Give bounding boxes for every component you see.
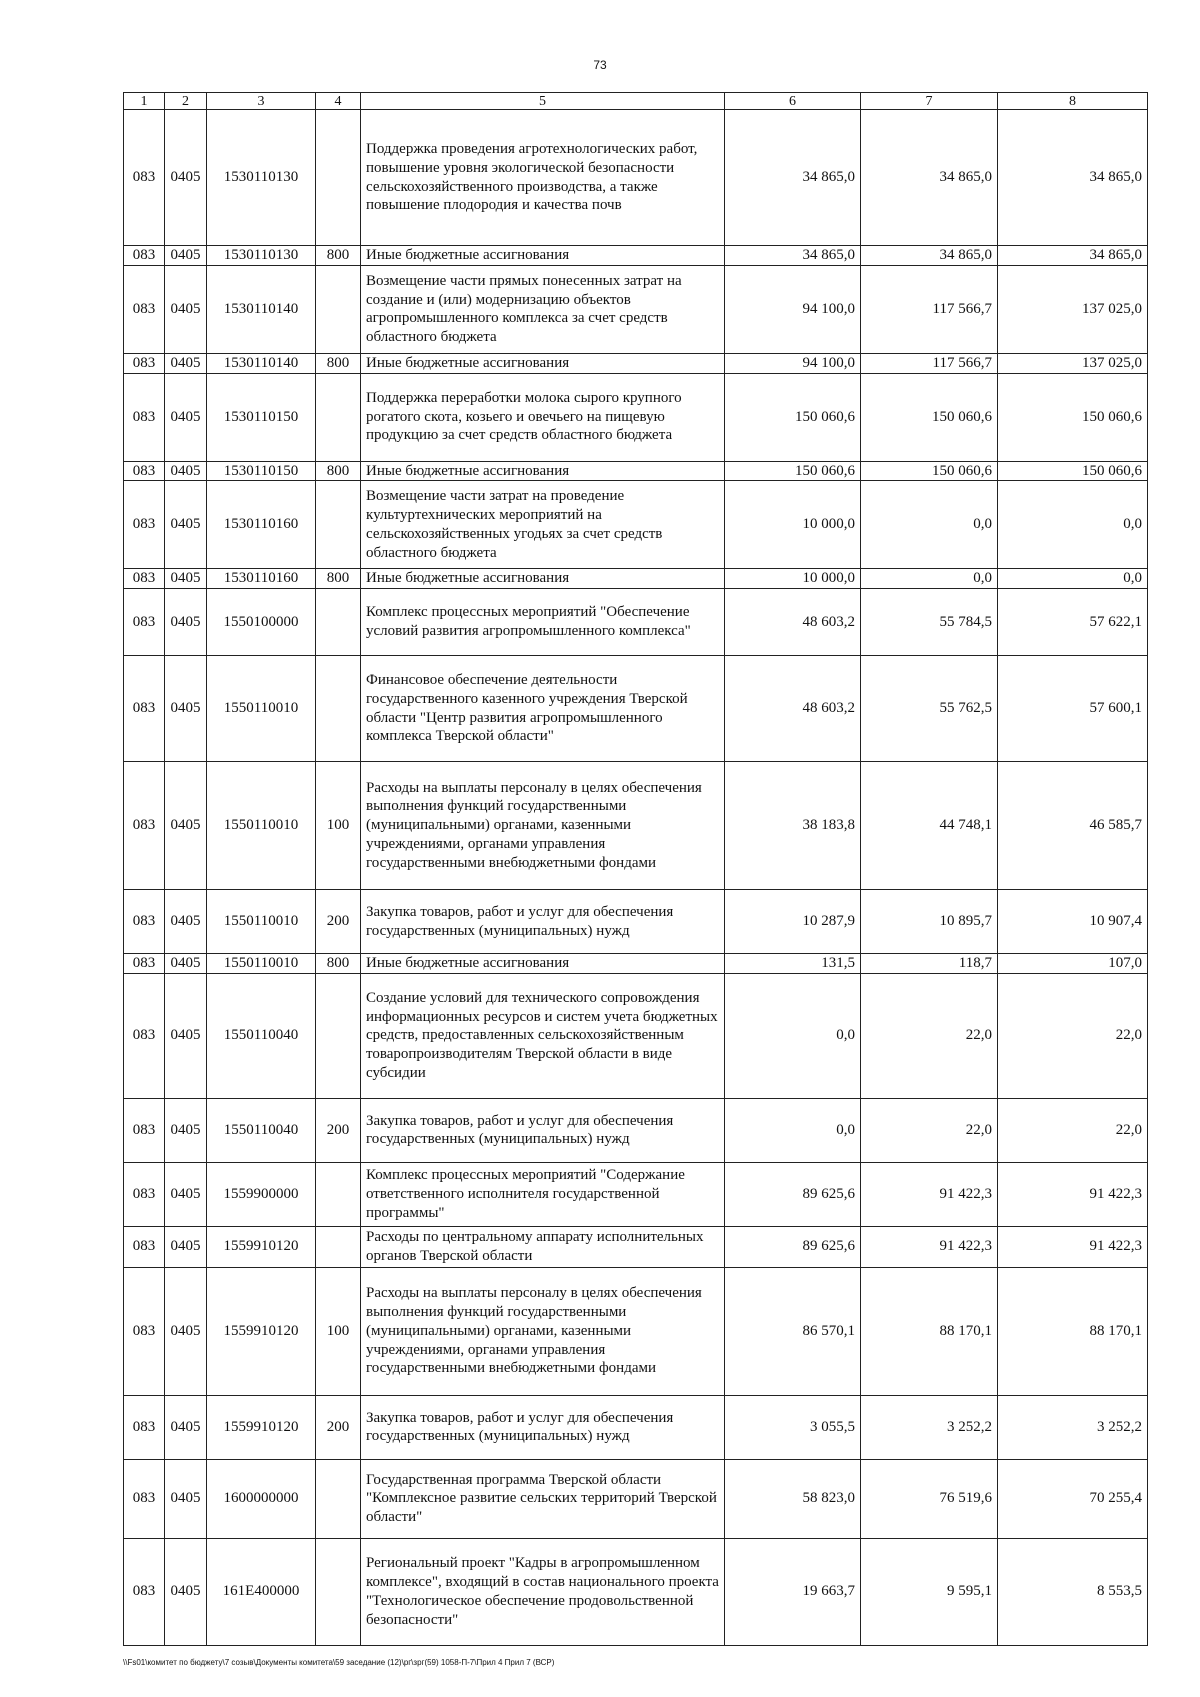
target-article-cell: 1559900000 (207, 1162, 316, 1226)
description-cell: Расходы на выплаты персоналу в целях обеспечения выполнения функций государственными (муниципальными) органами, казенными учреждениями, органами управления государственными внебюджетными фондами (361, 1267, 725, 1395)
amount-col6-cell: 150 060,6 (725, 373, 861, 461)
amount-col6-cell: 89 625,6 (725, 1226, 861, 1267)
target-article-cell: 1530110160 (207, 569, 316, 589)
amount-col7-cell: 3 252,2 (861, 1395, 998, 1459)
header-cell: 6 (725, 93, 861, 110)
amount-col6-cell: 34 865,0 (725, 246, 861, 266)
target-article-cell: 1550110010 (207, 890, 316, 954)
amount-col8-cell: 34 865,0 (998, 110, 1148, 246)
expense-type-cell: 200 (316, 1098, 361, 1162)
amount-col8-cell: 46 585,7 (998, 762, 1148, 890)
description-cell: Возмещение части затрат на проведение культуртехнических мероприятий на сельскохозяйственных угодьях за счет средств областного бюджета (361, 481, 725, 569)
description-cell: Иные бюджетные ассигнования (361, 246, 725, 266)
amount-col8-cell: 22,0 (998, 1098, 1148, 1162)
expense-type-cell: 800 (316, 461, 361, 481)
ministry-code-cell: 083 (124, 481, 165, 569)
amount-col6-cell: 34 865,0 (725, 110, 861, 246)
header-cell: 1 (124, 93, 165, 110)
amount-col7-cell: 150 060,6 (861, 373, 998, 461)
section-code-cell: 0405 (165, 1538, 207, 1645)
header-cell: 5 (361, 93, 725, 110)
description-cell: Иные бюджетные ассигнования (361, 461, 725, 481)
ministry-code-cell: 083 (124, 1267, 165, 1395)
amount-col8-cell: 91 422,3 (998, 1226, 1148, 1267)
expense-type-cell: 800 (316, 353, 361, 373)
expense-type-cell (316, 373, 361, 461)
section-code-cell: 0405 (165, 890, 207, 954)
footer-file-path: \\Fs01\комитет по бюджету\7 созыв\Документы комитета\59 заседание (12)\рг\зрг(59) 1058-П-7\Прил 4 Прил 7 (ВСР) (123, 1658, 555, 1667)
ministry-code-cell: 083 (124, 973, 165, 1098)
target-article-cell: 1550110040 (207, 973, 316, 1098)
amount-col8-cell: 22,0 (998, 973, 1148, 1098)
header-cell: 8 (998, 93, 1148, 110)
description-cell: Создание условий для технического сопровождения информационных ресурсов и систем учета бюджетных средств, предоставленных сельскохозяйственным товаропроизводителям Тверской области в виде субсидии (361, 973, 725, 1098)
table-row (124, 656, 1148, 762)
amount-col7-cell: 91 422,3 (861, 1162, 998, 1226)
amount-col7-cell: 55 784,5 (861, 589, 998, 656)
expense-type-cell (316, 481, 361, 569)
section-code-cell: 0405 (165, 461, 207, 481)
ministry-code-cell: 083 (124, 1226, 165, 1267)
amount-col8-cell: 57 622,1 (998, 589, 1148, 656)
description-cell: Финансовое обеспечение деятельности государственного казенного учреждения Тверской области "Центр развития агропромышленного комплекса Тверской области" (361, 656, 725, 762)
table-row (124, 762, 1148, 890)
table-row (124, 954, 1148, 974)
target-article-cell: 1530110160 (207, 481, 316, 569)
expense-type-cell: 800 (316, 954, 361, 974)
table-body (124, 110, 1148, 1646)
description-cell: Комплекс процессных мероприятий "Обеспечение условий развития агропромышленного комплекса" (361, 589, 725, 656)
amount-col6-cell: 3 055,5 (725, 1395, 861, 1459)
header-cell: 3 (207, 93, 316, 110)
target-article-cell: 1530110150 (207, 373, 316, 461)
section-code-cell: 0405 (165, 110, 207, 246)
section-code-cell: 0405 (165, 762, 207, 890)
table-row (124, 461, 1148, 481)
amount-col6-cell: 19 663,7 (725, 1538, 861, 1645)
amount-col7-cell: 0,0 (861, 569, 998, 589)
amount-col6-cell: 10 000,0 (725, 569, 861, 589)
expense-type-cell: 200 (316, 1395, 361, 1459)
expense-type-cell: 800 (316, 569, 361, 589)
amount-col7-cell: 10 895,7 (861, 890, 998, 954)
table-row (124, 1267, 1148, 1395)
ministry-code-cell: 083 (124, 656, 165, 762)
expense-type-cell: 100 (316, 1267, 361, 1395)
amount-col6-cell: 94 100,0 (725, 353, 861, 373)
target-article-cell: 1530110140 (207, 265, 316, 353)
ministry-code-cell: 083 (124, 954, 165, 974)
amount-col6-cell: 150 060,6 (725, 461, 861, 481)
amount-col6-cell: 38 183,8 (725, 762, 861, 890)
table-row (124, 246, 1148, 266)
expense-type-cell (316, 973, 361, 1098)
target-article-cell: 161E400000 (207, 1538, 316, 1645)
target-article-cell: 1530110130 (207, 110, 316, 246)
amount-col7-cell: 76 519,6 (861, 1459, 998, 1538)
table-row (124, 1162, 1148, 1226)
ministry-code-cell: 083 (124, 353, 165, 373)
expense-type-cell (316, 656, 361, 762)
amount-col8-cell: 137 025,0 (998, 265, 1148, 353)
amount-col8-cell: 150 060,6 (998, 461, 1148, 481)
section-code-cell: 0405 (165, 481, 207, 569)
amount-col6-cell: 0,0 (725, 973, 861, 1098)
section-code-cell: 0405 (165, 1267, 207, 1395)
amount-col6-cell: 48 603,2 (725, 656, 861, 762)
table-row (124, 1395, 1148, 1459)
expense-type-cell (316, 1538, 361, 1645)
amount-col8-cell: 3 252,2 (998, 1395, 1148, 1459)
target-article-cell: 1550110010 (207, 656, 316, 762)
section-code-cell: 0405 (165, 954, 207, 974)
ministry-code-cell: 083 (124, 1395, 165, 1459)
description-cell: Иные бюджетные ассигнования (361, 353, 725, 373)
ministry-code-cell: 083 (124, 265, 165, 353)
amount-col6-cell: 86 570,1 (725, 1267, 861, 1395)
header-row (124, 93, 1148, 110)
ministry-code-cell: 083 (124, 569, 165, 589)
expense-type-cell: 100 (316, 762, 361, 890)
expense-type-cell (316, 589, 361, 656)
description-cell: Расходы на выплаты персоналу в целях обеспечения выполнения функций государственными (муниципальными) органами, казенными учреждениями, органами управления государственными внебюджетными фондами (361, 762, 725, 890)
amount-col8-cell: 57 600,1 (998, 656, 1148, 762)
target-article-cell: 1559910120 (207, 1395, 316, 1459)
description-cell: Поддержка переработки молока сырого крупного рогатого скота, козьего и овечьего на пищевую продукцию за счет средств областного бюджета (361, 373, 725, 461)
section-code-cell: 0405 (165, 1459, 207, 1538)
expense-type-cell (316, 1459, 361, 1538)
amount-col8-cell: 8 553,5 (998, 1538, 1148, 1645)
ministry-code-cell: 083 (124, 246, 165, 266)
amount-col6-cell: 94 100,0 (725, 265, 861, 353)
description-cell: Иные бюджетные ассигнования (361, 569, 725, 589)
target-article-cell: 1550110010 (207, 762, 316, 890)
header-cell: 2 (165, 93, 207, 110)
section-code-cell: 0405 (165, 353, 207, 373)
ministry-code-cell: 083 (124, 373, 165, 461)
table-row (124, 1098, 1148, 1162)
amount-col7-cell: 88 170,1 (861, 1267, 998, 1395)
amount-col7-cell: 118,7 (861, 954, 998, 974)
table-row (124, 1459, 1148, 1538)
target-article-cell: 1530110140 (207, 353, 316, 373)
ministry-code-cell: 083 (124, 1162, 165, 1226)
ministry-code-cell: 083 (124, 890, 165, 954)
section-code-cell: 0405 (165, 1098, 207, 1162)
ministry-code-cell: 083 (124, 110, 165, 246)
amount-col8-cell: 70 255,4 (998, 1459, 1148, 1538)
description-cell: Поддержка проведения агротехнологических работ, повышение уровня экологической безопасности сельскохозяйственного производства, а также повышение плодородия и качества почв (361, 110, 725, 246)
target-article-cell: 1530110130 (207, 246, 316, 266)
amount-col7-cell: 34 865,0 (861, 246, 998, 266)
header-cell: 7 (861, 93, 998, 110)
amount-col8-cell: 137 025,0 (998, 353, 1148, 373)
expense-type-cell (316, 265, 361, 353)
amount-col7-cell: 44 748,1 (861, 762, 998, 890)
amount-col7-cell: 22,0 (861, 1098, 998, 1162)
amount-col8-cell: 0,0 (998, 569, 1148, 589)
target-article-cell: 1550110010 (207, 954, 316, 974)
table-row (124, 353, 1148, 373)
amount-col7-cell: 22,0 (861, 973, 998, 1098)
description-cell: Региональный проект "Кадры в агропромышленном комплексе", входящий в состав национального проекта "Технологическое обеспечение продовольственной безопасности" (361, 1538, 725, 1645)
table-row (124, 265, 1148, 353)
target-article-cell: 1600000000 (207, 1459, 316, 1538)
amount-col8-cell: 0,0 (998, 481, 1148, 569)
amount-col6-cell: 89 625,6 (725, 1162, 861, 1226)
table-row (124, 1226, 1148, 1267)
description-cell: Комплекс процессных мероприятий "Содержание ответственного исполнителя государственной программы" (361, 1162, 725, 1226)
ministry-code-cell: 083 (124, 1098, 165, 1162)
target-article-cell: 1550100000 (207, 589, 316, 656)
section-code-cell: 0405 (165, 589, 207, 656)
section-code-cell: 0405 (165, 1226, 207, 1267)
page-number: 73 (593, 58, 607, 72)
section-code-cell: 0405 (165, 265, 207, 353)
ministry-code-cell: 083 (124, 1459, 165, 1538)
target-article-cell: 1559910120 (207, 1226, 316, 1267)
table-row (124, 481, 1148, 569)
amount-col8-cell: 150 060,6 (998, 373, 1148, 461)
amount-col8-cell: 10 907,4 (998, 890, 1148, 954)
expense-type-cell (316, 1226, 361, 1267)
ministry-code-cell: 083 (124, 461, 165, 481)
section-code-cell: 0405 (165, 656, 207, 762)
amount-col7-cell: 117 566,7 (861, 353, 998, 373)
description-cell: Закупка товаров, работ и услуг для обеспечения государственных (муниципальных) нужд (361, 1395, 725, 1459)
expense-type-cell (316, 1162, 361, 1226)
amount-col7-cell: 150 060,6 (861, 461, 998, 481)
table-row (124, 373, 1148, 461)
table-row (124, 890, 1148, 954)
amount-col7-cell: 9 595,1 (861, 1538, 998, 1645)
description-cell: Закупка товаров, работ и услуг для обеспечения государственных (муниципальных) нужд (361, 890, 725, 954)
ministry-code-cell: 083 (124, 1538, 165, 1645)
section-code-cell: 0405 (165, 1162, 207, 1226)
section-code-cell: 0405 (165, 1395, 207, 1459)
table-row (124, 973, 1148, 1098)
amount-col8-cell: 34 865,0 (998, 246, 1148, 266)
description-cell: Иные бюджетные ассигнования (361, 954, 725, 974)
expense-type-cell: 200 (316, 890, 361, 954)
amount-col7-cell: 91 422,3 (861, 1226, 998, 1267)
target-article-cell: 1559910120 (207, 1267, 316, 1395)
amount-col6-cell: 10 287,9 (725, 890, 861, 954)
amount-col6-cell: 10 000,0 (725, 481, 861, 569)
section-code-cell: 0405 (165, 973, 207, 1098)
amount-col8-cell: 91 422,3 (998, 1162, 1148, 1226)
amount-col6-cell: 48 603,2 (725, 589, 861, 656)
budget-table (123, 92, 1148, 1646)
amount-col7-cell: 0,0 (861, 481, 998, 569)
description-cell: Возмещение части прямых понесенных затрат на создание и (или) модернизацию объектов агропромышленного комплекса за счет средств областного бюджета (361, 265, 725, 353)
target-article-cell: 1530110150 (207, 461, 316, 481)
header-cell: 4 (316, 93, 361, 110)
amount-col6-cell: 131,5 (725, 954, 861, 974)
amount-col7-cell: 34 865,0 (861, 110, 998, 246)
amount-col7-cell: 55 762,5 (861, 656, 998, 762)
section-code-cell: 0405 (165, 373, 207, 461)
ministry-code-cell: 083 (124, 589, 165, 656)
expense-type-cell (316, 110, 361, 246)
amount-col6-cell: 0,0 (725, 1098, 861, 1162)
description-cell: Государственная программа Тверской области "Комплексное развитие сельских территорий Тверской области" (361, 1459, 725, 1538)
table-row (124, 589, 1148, 656)
amount-col8-cell: 107,0 (998, 954, 1148, 974)
section-code-cell: 0405 (165, 246, 207, 266)
ministry-code-cell: 083 (124, 762, 165, 890)
table-row (124, 569, 1148, 589)
target-article-cell: 1550110040 (207, 1098, 316, 1162)
section-code-cell: 0405 (165, 569, 207, 589)
amount-col8-cell: 88 170,1 (998, 1267, 1148, 1395)
description-cell: Закупка товаров, работ и услуг для обеспечения государственных (муниципальных) нужд (361, 1098, 725, 1162)
expense-type-cell: 800 (316, 246, 361, 266)
table-row (124, 1538, 1148, 1645)
amount-col7-cell: 117 566,7 (861, 265, 998, 353)
description-cell: Расходы по центральному аппарату исполнительных органов Тверской области (361, 1226, 725, 1267)
table-row (124, 110, 1148, 246)
amount-col6-cell: 58 823,0 (725, 1459, 861, 1538)
